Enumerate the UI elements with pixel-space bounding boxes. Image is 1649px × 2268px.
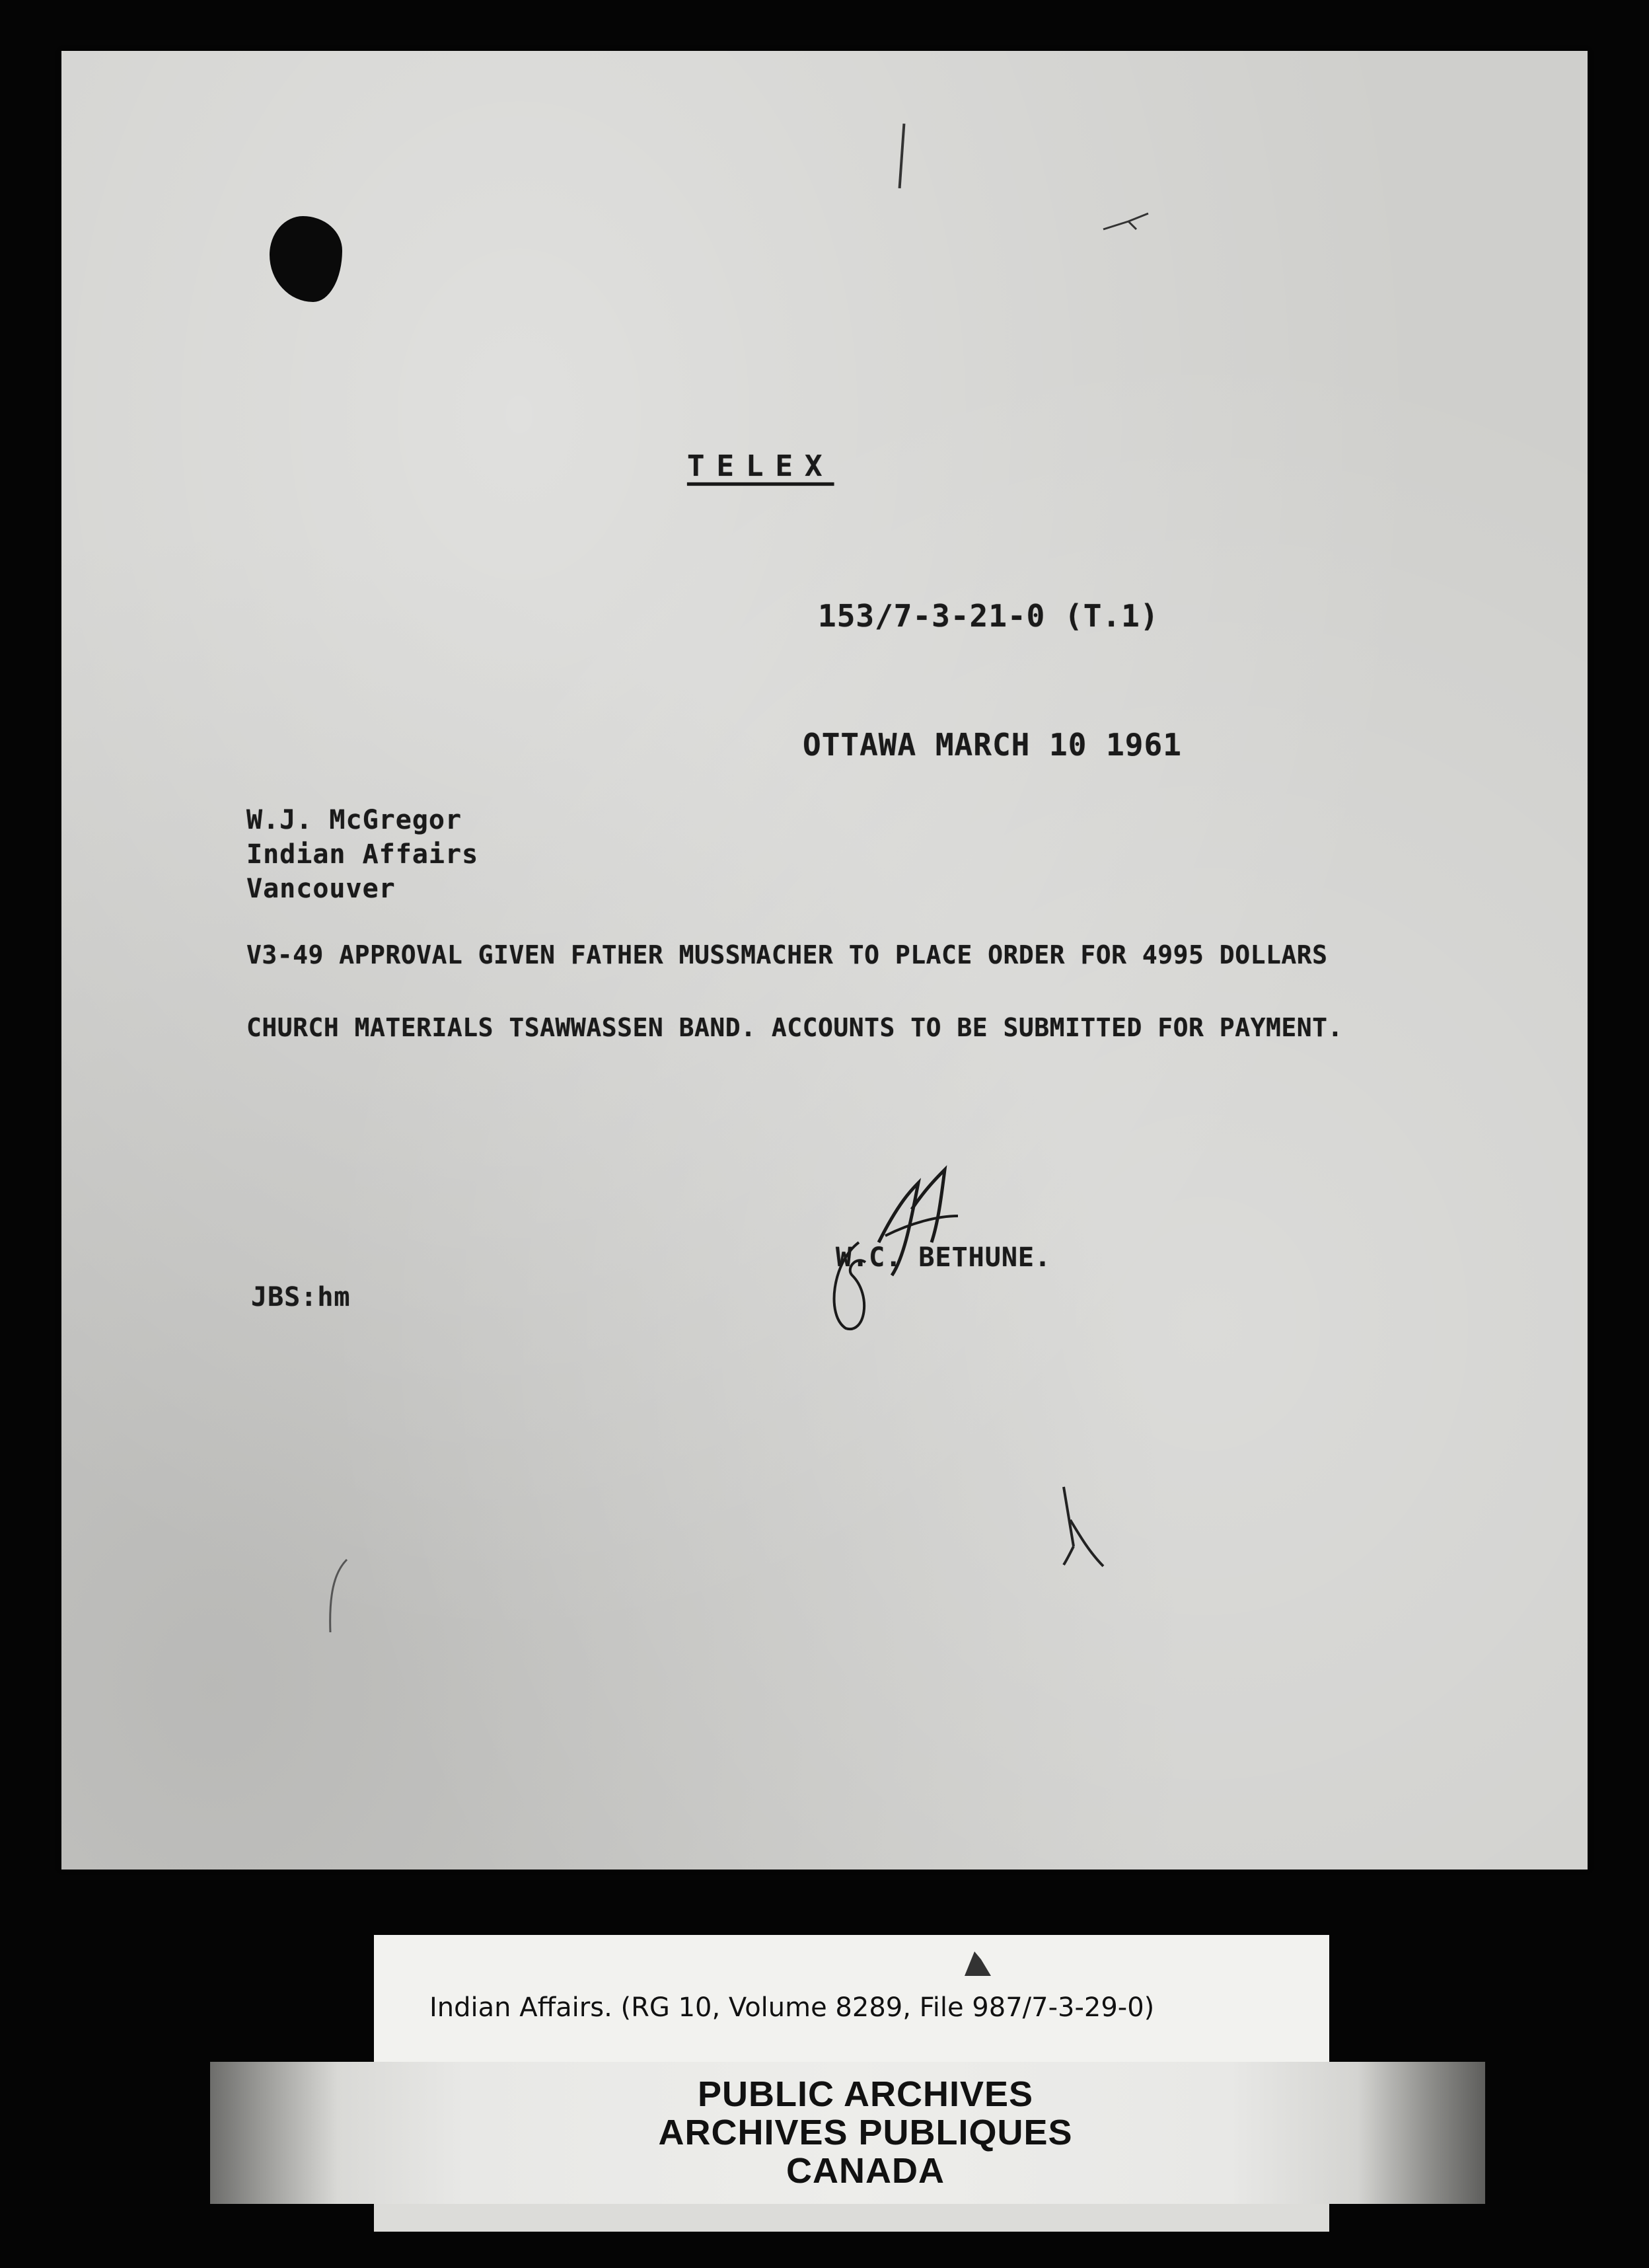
document-title: TELEX	[687, 449, 834, 483]
addressee-department: Indian Affairs	[246, 839, 479, 870]
addressee-block	[246, 803, 478, 906]
dateline: OTTAWA MARCH 10 1961	[803, 727, 1182, 763]
archive-seal-strip-bottom	[374, 2204, 1329, 2232]
pencil-mark-left	[324, 1556, 350, 1636]
archive-line-country: CANADA	[786, 2151, 945, 2191]
signer-name: W.C. BETHUNE.	[836, 1242, 1052, 1273]
addressee-city: Vancouver	[246, 874, 396, 904]
addressee-name: W.J. McGregor	[246, 805, 462, 835]
pencil-check-mark	[1050, 1480, 1110, 1573]
pencil-mark-top	[898, 124, 906, 188]
archive-line-english: PUBLIC ARCHIVES	[697, 2074, 1034, 2114]
archive-citation: Indian Affairs. (RG 10, Volume 8289, File 987/7-3-29-0)	[429, 1992, 1155, 2023]
file-reference: 153/7-3-21-0 (T.1)	[818, 598, 1159, 634]
typist-initials: JBS:hm	[251, 1282, 351, 1312]
dark-corner-mark	[961, 1946, 994, 1979]
archive-line-french: ARCHIVES PUBLIQUES	[658, 2113, 1073, 2152]
message-line: V3-49 APPROVAL GIVEN FATHER MUSSMACHER TO PLACE ORDER FOR 4995 DOLLARS	[246, 940, 1328, 969]
message-body	[246, 919, 1343, 1064]
punch-hole	[270, 216, 342, 302]
pencil-arrow-mark	[1102, 209, 1155, 236]
message-line: CHURCH MATERIALS TSAWWASSEN BAND. ACCOUNTS TO BE SUBMITTED FOR PAYMENT.	[246, 1013, 1343, 1042]
archive-stamp	[568, 2075, 1163, 2190]
